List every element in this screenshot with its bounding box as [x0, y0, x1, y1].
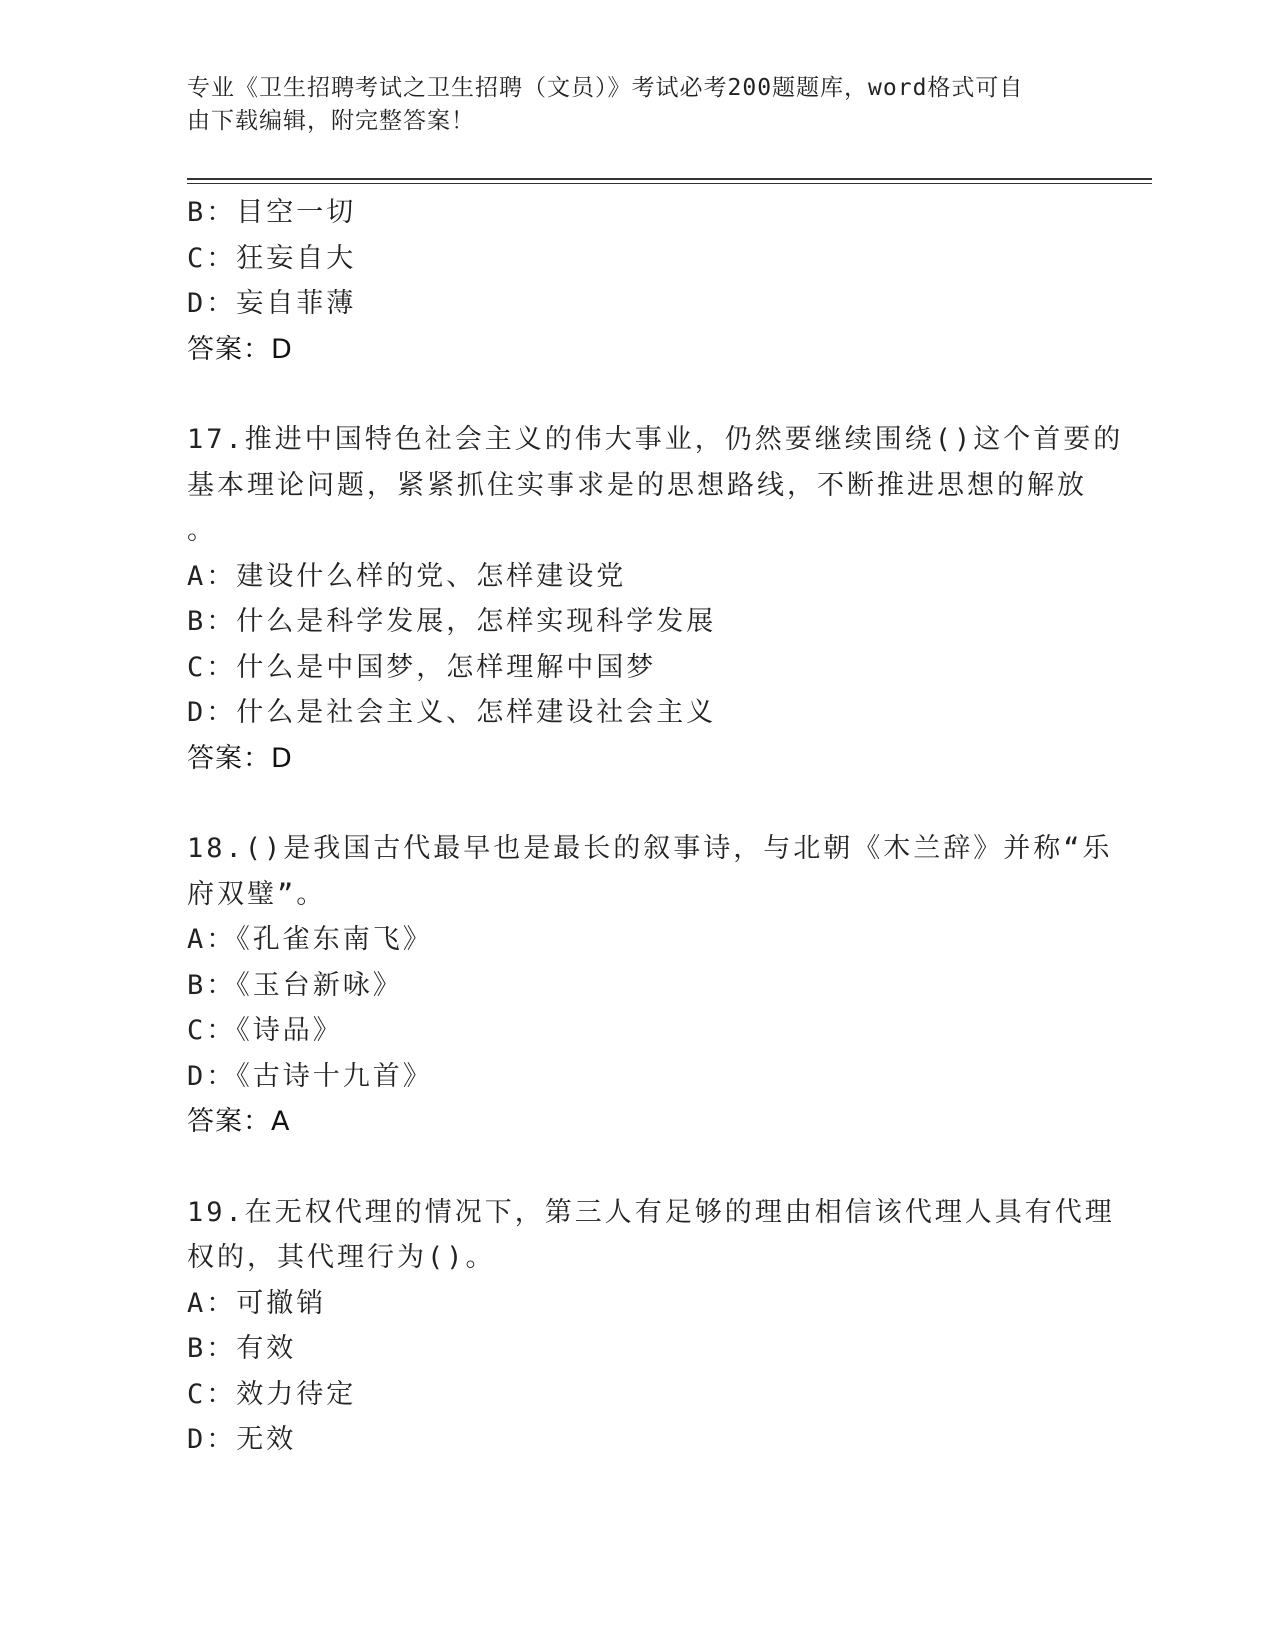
option-c: C：狂妄自大 [187, 242, 357, 274]
option-d: D：什么是社会主义、怎样建设社会主义 [187, 697, 717, 728]
option-a: A：可撤销 [187, 1287, 327, 1319]
question-stem [187, 417, 1124, 554]
question-stem [187, 1190, 1115, 1281]
question-18 [187, 826, 1113, 1145]
option-c: C：《诗品》 [187, 1015, 343, 1046]
stem-line: 19.在无权代理的情况下，第三人有足够的理由相信该代理人具有代理 [187, 1196, 1115, 1228]
answer-line: 答案：D [187, 742, 293, 774]
option-b: B：有效 [187, 1333, 297, 1364]
stem-line: 府双璧”。 [187, 878, 327, 910]
option-a: A：《孔雀东南飞》 [187, 924, 433, 955]
option-c: C：什么是中国梦，怎样理解中国梦 [187, 651, 657, 683]
question-19 [187, 1190, 1115, 1463]
option-b: B：目空一切 [187, 197, 357, 228]
header-divider-thick [187, 178, 1152, 180]
answer-line: 答案：A [187, 1106, 291, 1137]
header-line-2: 由下载编辑，附完整答案！ [187, 108, 475, 134]
option-d: D：《古诗十九首》 [187, 1060, 433, 1092]
option-d: D：无效 [187, 1424, 297, 1455]
option-a: A：建设什么样的党、怎样建设党 [187, 560, 627, 592]
spacer [187, 372, 1087, 417]
spacer [187, 781, 1087, 826]
header-line-1: 专业《卫生招聘考试之卫生招聘（文员）》考试必考200题题库，word格式可自 [187, 75, 1024, 101]
question-17 [187, 417, 1124, 781]
option-b: B：什么是科学发展，怎样实现科学发展 [187, 606, 717, 637]
option-d: D：妄自菲薄 [187, 288, 357, 319]
document-header [187, 72, 1067, 138]
question-stem [187, 826, 1113, 917]
question-16-continued [187, 190, 1087, 372]
spacer [187, 1145, 1087, 1190]
answer-line: 答案：D [187, 333, 293, 365]
option-c: C：效力待定 [187, 1378, 357, 1410]
stem-line: 。 [187, 515, 217, 546]
stem-line: 17.推进中国特色社会主义的伟大事业，仍然要继续围绕()这个首要的 [187, 424, 1124, 455]
document-body [187, 190, 1124, 1463]
stem-line: 18.()是我国古代最早也是最长的叙事诗，与北朝《木兰辞》并称“乐 [187, 833, 1113, 864]
option-b: B：《玉台新咏》 [187, 969, 403, 1001]
stem-line: 基本理论问题，紧紧抓住实事求是的思想路线，不断推进思想的解放 [187, 469, 1087, 501]
stem-line: 权的，其代理行为()。 [187, 1242, 496, 1273]
header-divider-thin [187, 183, 1152, 184]
